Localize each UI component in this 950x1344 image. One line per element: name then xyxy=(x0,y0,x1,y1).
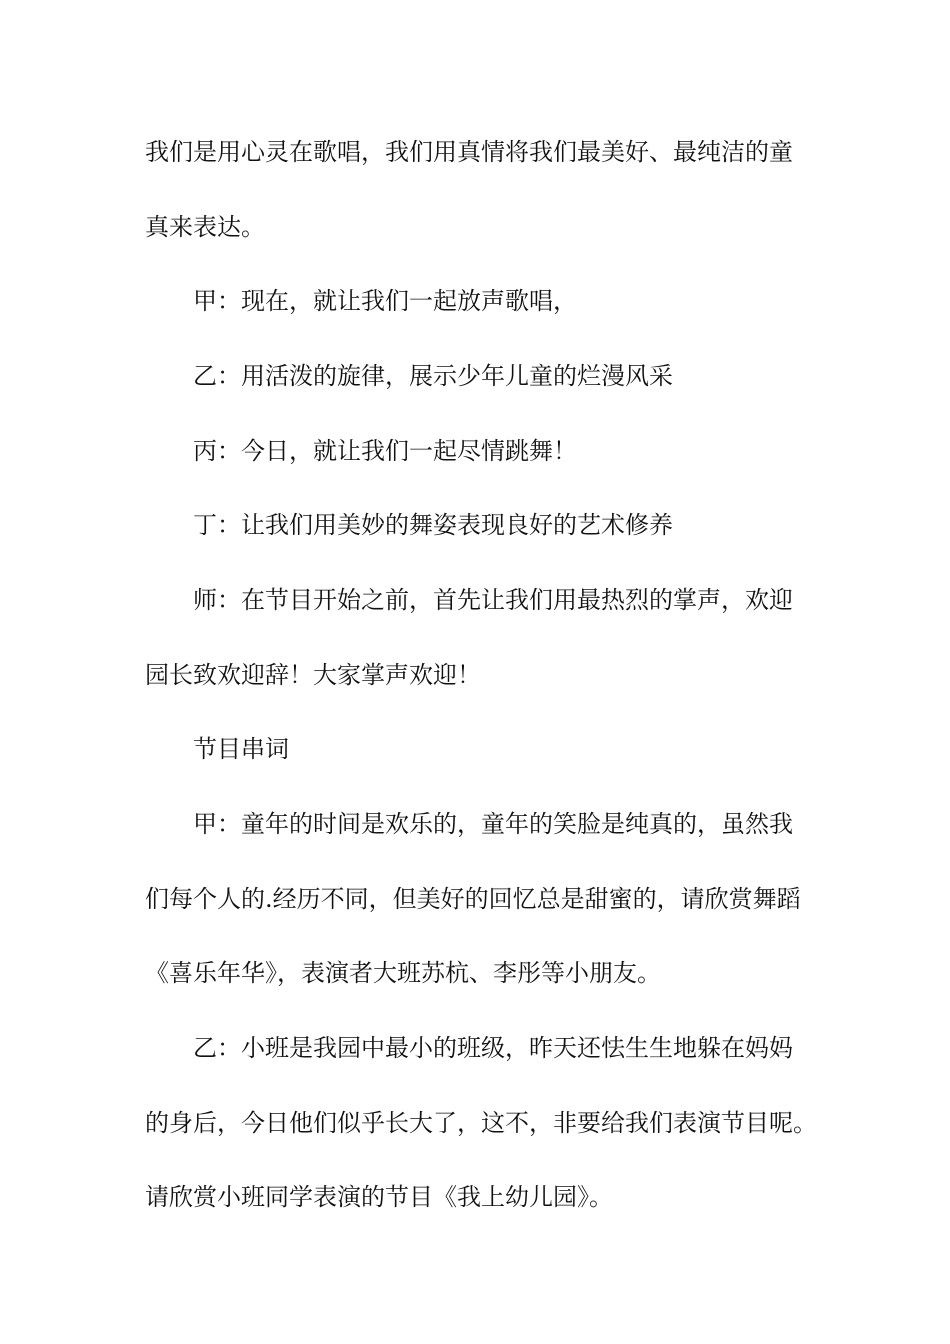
text-line: 的身后，今日他们似乎长大了，这不，非要给我们表演节目呢。 xyxy=(145,1109,817,1137)
text-line: 真来表达。 xyxy=(145,213,265,241)
dialogue-line: 甲：童年的时间是欢乐的，童年的笑脸是纯真的，虽然我 xyxy=(193,810,793,838)
text-line: 们每个人的.经历不同，但美好的回忆总是甜蜜的，请欣赏舞蹈 xyxy=(145,885,801,913)
dialogue-line: 乙：用活泼的旋律，展示少年儿童的烂漫风采 xyxy=(193,362,673,390)
dialogue-line: 丁：让我们用美妙的舞姿表现良好的艺术修养 xyxy=(193,511,673,539)
dialogue-line: 丙：今日，就让我们一起尽情跳舞！ xyxy=(193,437,577,465)
text-line: 请欣赏小班同学表演的节目《我上幼儿园》。 xyxy=(145,1183,613,1211)
text-line: 园长致欢迎辞！大家掌声欢迎！ xyxy=(145,661,481,689)
dialogue-line: 师：在节目开始之前，首先让我们用最热烈的掌声，欢迎 xyxy=(193,586,793,614)
text-line: 《喜乐年华》，表演者大班苏杭、李彤等小朋友。 xyxy=(145,959,661,987)
section-heading: 节目串词 xyxy=(193,735,289,763)
dialogue-line: 甲：现在，就让我们一起放声歌唱， xyxy=(193,287,577,315)
text-line: 我们是用心灵在歌唱，我们用真情将我们最美好、最纯洁的童 xyxy=(145,138,793,166)
dialogue-line: 乙：小班是我园中最小的班级，昨天还怯生生地躲在妈妈 xyxy=(193,1034,793,1062)
